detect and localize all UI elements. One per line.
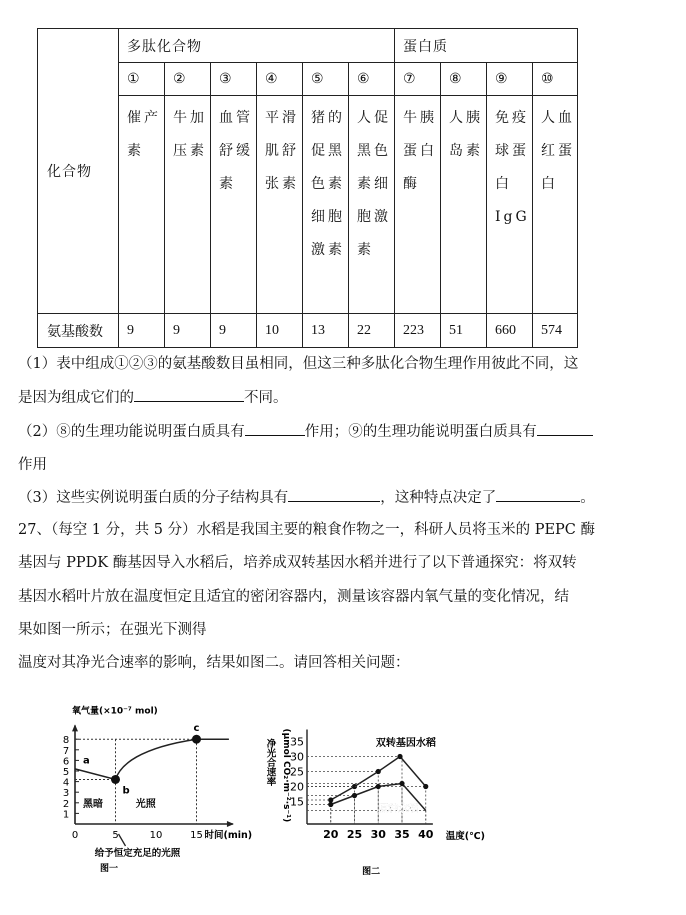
- compound-name-cell: [257, 96, 303, 314]
- x-tick-label: 0: [71, 830, 79, 841]
- figure-2-caption: 图二: [362, 867, 381, 877]
- question-3-line: [18, 487, 668, 508]
- compound-name-cell: [349, 96, 395, 314]
- question-27-line-5: 温度对其净光合速率的影响，结果如图二。请回答相关问题：: [18, 655, 410, 671]
- answer-blank-5[interactable]: [496, 487, 580, 502]
- amino-acid-count: 223: [395, 314, 441, 348]
- question-1-text-b: 不同。: [244, 390, 288, 406]
- compound-name: 血管 舒缓 素: [219, 110, 253, 192]
- question-27-line-2: 基因与 PPDK 酶基因导入水稻后，培养成双转基因水稻并进行了以下普通探究：将双转: [18, 555, 577, 571]
- x-tick-label: 35: [394, 828, 410, 841]
- amino-acid-count: 22: [349, 314, 395, 348]
- y-axis-label: 氧气量(×10⁻⁷ mol): [72, 706, 158, 717]
- compound-number: ③: [211, 63, 257, 96]
- compound-name: 猪的 促黑 色素 细胞 激素: [311, 110, 345, 258]
- amino-acid-count: 51: [441, 314, 487, 348]
- amino-acid-count: 9: [211, 314, 257, 348]
- compound-name: 免疫 球蛋 白 IgG: [495, 110, 530, 225]
- x-tick-label: 15: [190, 830, 203, 841]
- answer-blank-1[interactable]: [134, 387, 244, 402]
- y-tick-label: 35: [290, 735, 304, 749]
- point-label-a: a: [83, 755, 90, 767]
- compound-name: 人胰 岛素: [449, 110, 483, 159]
- compound-name: 平滑 肌舒 张素: [265, 110, 299, 192]
- x-tick-label: 5: [112, 830, 119, 841]
- data-point: [376, 784, 381, 789]
- region-dark-label: 黑暗: [83, 798, 103, 810]
- y-axis-unit: (μmol CO₂·m⁻²·s⁻¹): [281, 728, 291, 823]
- compound-name-cell: [211, 96, 257, 314]
- figure-1-caption: 图一: [100, 864, 119, 874]
- compound-name: 牛胰 蛋白 酶: [403, 110, 437, 192]
- x-tick-label: 20: [323, 828, 339, 841]
- point-b: [111, 775, 120, 784]
- y-axis-arrow: [72, 724, 78, 731]
- point-label-b: b: [122, 785, 130, 797]
- answer-blank-2[interactable]: [245, 421, 305, 436]
- row-header-amino-count: 氨基酸数: [38, 314, 119, 348]
- y-tick-label: 4: [62, 777, 70, 789]
- compound-name-cell: [533, 96, 578, 314]
- point-label-c: c: [193, 723, 200, 735]
- compound-name: 人促 黑色 素细 胞激 素: [357, 110, 391, 258]
- figure-1-oxygen-chart: [0, 680, 260, 880]
- question-27-line-1: 27、（每空 1 分，共 5 分）水稻是我国主要的粮食作物之一，科研人员将玉米的 PEPC 酶: [18, 522, 595, 538]
- answer-blank-4[interactable]: [288, 487, 380, 502]
- series-label-original: 原种水稻: [378, 804, 419, 815]
- point-c: [192, 735, 201, 744]
- data-point: [399, 781, 404, 786]
- y-tick-label: 8: [62, 735, 70, 747]
- amino-acid-count: 9: [165, 314, 211, 348]
- question-2-text-b: 作用；⑨的生理功能说明蛋白质具有: [304, 424, 537, 440]
- compound-number: ①: [119, 63, 165, 96]
- compound-name-cell: [303, 96, 349, 314]
- amino-acid-count: 9: [119, 314, 165, 348]
- compound-name-cell: [395, 96, 441, 314]
- oxygen-curve: [75, 739, 229, 779]
- compound-name-cell: [487, 96, 533, 314]
- data-point: [328, 802, 333, 807]
- y-tick-label: 30: [290, 750, 304, 764]
- compound-name-cell: [119, 96, 165, 314]
- y-tick-label: 2: [62, 798, 70, 810]
- figure-2-photosynthesis-chart: [250, 680, 510, 880]
- annotation-arrow: [119, 834, 126, 846]
- question-1-line-1: （1）表中组成①②③的氨基酸数目虽相同，但这三种多肽化合物生理作用彼此不同，这: [18, 356, 579, 372]
- question-2-line: [18, 421, 668, 442]
- y-axis-label: 净光合速率: [264, 738, 276, 786]
- y-tick-label: 7: [62, 745, 70, 757]
- x-tick-label: 40: [418, 828, 434, 841]
- x-axis-label: 时间(min): [204, 830, 253, 841]
- x-axis-label: 温度(℃): [445, 831, 485, 842]
- question-2-text-a: （2）⑧的生理功能说明蛋白质具有: [18, 424, 245, 440]
- y-tick-label: 25: [290, 765, 304, 779]
- annotation-label: 给予恒定充足的光照: [94, 848, 181, 859]
- x-tick-label: 25: [346, 828, 363, 841]
- question-1-text-a: 是因为组成它们的: [18, 390, 134, 406]
- x-axis-arrow: [227, 821, 234, 827]
- compound-number: ⑤: [303, 63, 349, 96]
- compound-name: 催产 素: [127, 110, 161, 159]
- data-point: [376, 769, 381, 774]
- group-peptide: 多肽化合物: [119, 29, 395, 63]
- amino-acid-count: 660: [487, 314, 533, 348]
- data-point: [352, 793, 357, 798]
- compound-number: ④: [257, 63, 303, 96]
- question-3-text-c: 。: [580, 490, 595, 506]
- compound-name-cell: [441, 96, 487, 314]
- y-tick-label: 5: [62, 767, 70, 778]
- y-tick-label: 6: [62, 756, 70, 768]
- question-27-line-4: 果如图一所示；在强光下测得: [18, 622, 207, 638]
- amino-acid-count: 10: [257, 314, 303, 348]
- compound-number: ⑨: [487, 63, 533, 96]
- question-27-line-3: 基因水稻叶片放在温度恒定且适宜的密闭容器内，测量该容器内氧气量的变化情况，结: [18, 589, 569, 605]
- y-tick-label: 15: [290, 795, 304, 809]
- data-point: [423, 784, 428, 789]
- compound-number: ⑩: [533, 63, 578, 96]
- compound-number: ⑧: [441, 63, 487, 96]
- series-label-transgenic: 双转基因水稻: [375, 738, 436, 749]
- compound-number: ⑦: [395, 63, 441, 96]
- compound-name: 牛加 压素: [173, 110, 207, 159]
- question-1-line-2: [18, 387, 668, 408]
- amino-acid-count: 574: [533, 314, 578, 348]
- group-protein: 蛋白质: [395, 29, 578, 63]
- amino-acid-count: 13: [303, 314, 349, 348]
- question-3-text-b: ，这种特点决定了: [380, 490, 497, 506]
- amino-acid-table: [37, 28, 578, 348]
- data-point: [328, 797, 333, 802]
- data-point: [397, 754, 402, 759]
- y-tick-label: 3: [62, 788, 70, 800]
- answer-blank-3[interactable]: [537, 421, 593, 436]
- compound-number: ⑥: [349, 63, 395, 96]
- x-tick-label: 10: [149, 830, 163, 841]
- y-tick-label: 20: [290, 780, 304, 794]
- question-2-tail: 作用: [18, 457, 47, 473]
- x-tick-label: 30: [370, 828, 386, 841]
- row-header-compound: 化合物: [38, 29, 119, 314]
- compound-name-cell: [165, 96, 211, 314]
- compound-number: ②: [165, 63, 211, 96]
- question-3-text-a: （3）这些实例说明蛋白质的分子结构具有: [18, 490, 289, 506]
- region-light-label: 光照: [135, 798, 156, 810]
- y-tick-label: 1: [62, 809, 70, 821]
- compound-name: 人血 红蛋 白: [541, 110, 575, 192]
